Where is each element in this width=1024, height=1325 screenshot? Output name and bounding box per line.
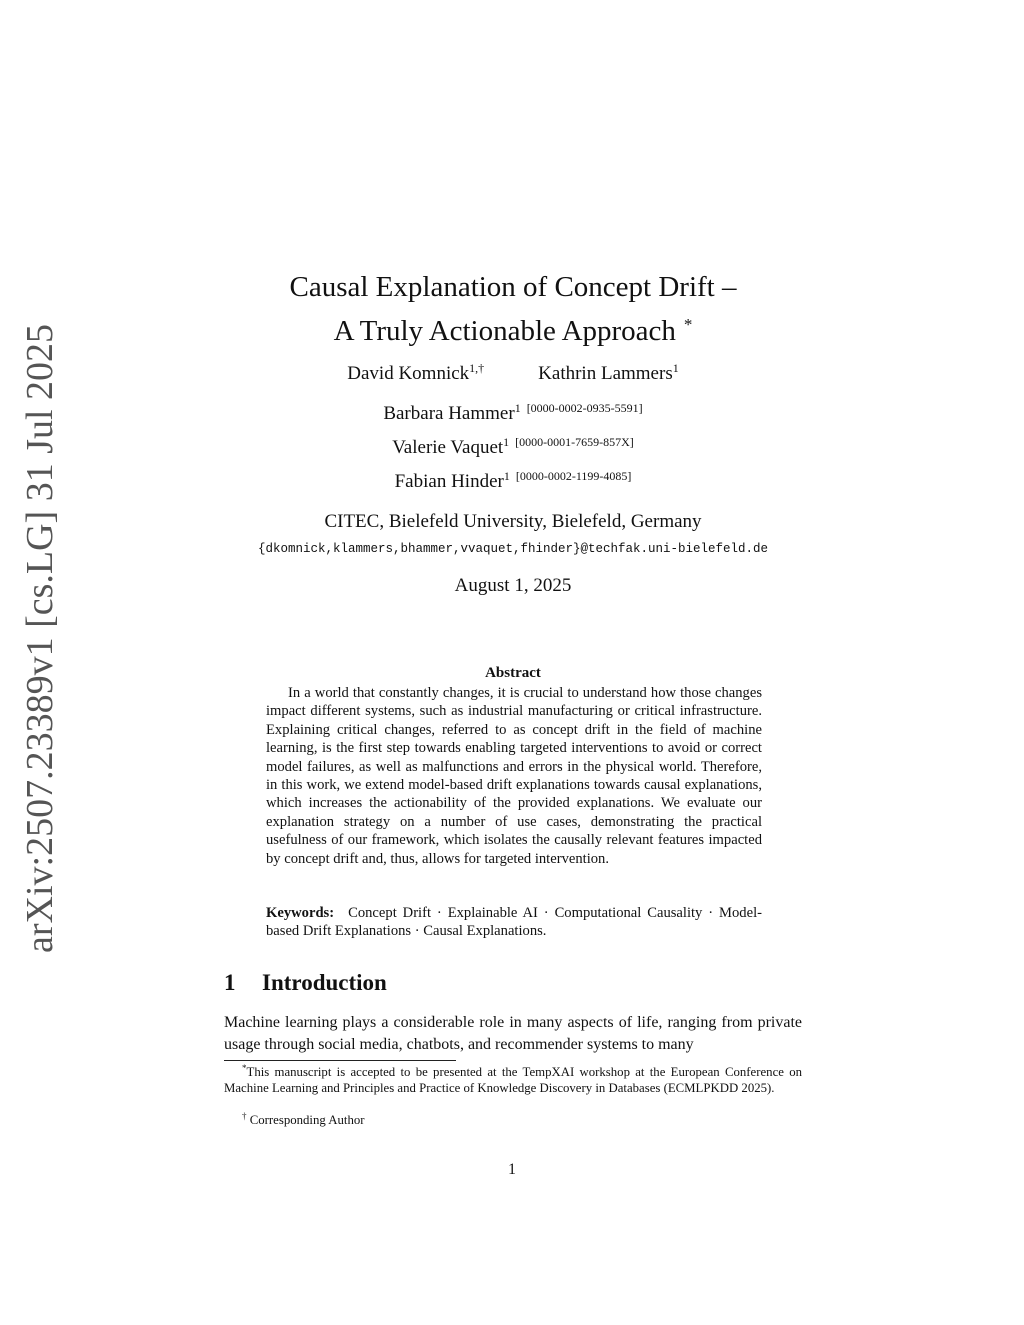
author-orcid: [0000-0002-1199-4085]	[515, 469, 632, 483]
footnote-rule	[224, 1060, 456, 1061]
author-affiliation-mark: 1	[503, 469, 510, 483]
footnote-2	[224, 1112, 802, 1128]
author-affiliation-mark: 1	[672, 361, 679, 375]
author-name: Kathrin Lammers	[538, 363, 673, 384]
author-name: David Komnick	[347, 363, 470, 384]
affiliation: CITEC, Bielefeld University, Bielefeld, Germany	[324, 511, 702, 532]
author-name: Fabian Hinder	[394, 471, 504, 492]
title-line-2-text: A Truly Actionable Approach	[333, 315, 676, 347]
section-number: 1	[224, 970, 236, 995]
footnote-2-mark: †	[242, 1111, 247, 1121]
footnote-1-mark: *	[242, 1063, 247, 1073]
keywords	[266, 904, 762, 941]
section-title: Introduction	[262, 970, 387, 995]
title-line-1: Causal Explanation of Concept Drift –	[289, 271, 737, 303]
author-row-3	[200, 430, 826, 460]
author-affiliation-mark: 1	[514, 401, 521, 415]
abstract-text: In a world that constantly changes, it is crucial to understand how those changes impact different systems, such as industrial manufacturing or critical infrastructure. Explaining critical changes, referred to as concept drift in the field of machine learning, is the first step towards enabling targeted interventions to avoid or correct model failures, as well as malfunctions and errors in the physical world. Therefore, in this work, we extend model-based drift explanations towards causal explanations, which increases the actionability of the provided explanations. We evaluate our explanation strategy on a number of use cases, demonstrating the practical usefulness of our framework, which isolates the causally relevant features impacted by concept drift and, thus, allows for targeted intervention.	[266, 685, 762, 867]
author-row-4	[200, 464, 826, 494]
author-affiliation-mark: 1,†	[469, 361, 485, 375]
author-orcid: [0000-0002-0935-5591]	[526, 401, 643, 415]
title-footnote-mark: *	[683, 315, 693, 334]
author-orcid: [0000-0001-7659-857X]	[515, 435, 634, 449]
introduction-text: Machine learning plays a considerable role in many aspects of life, ranging from private usage through social media, chatbots, and recommender systems to many	[224, 1014, 802, 1053]
abstract-heading: Abstract	[485, 665, 541, 681]
publication-date: August 1, 2025	[454, 575, 572, 596]
author-row-2	[200, 396, 826, 426]
keywords-text: Concept Drift · Explainable AI · Computational Causality · Model-based Drift Explanations · Causal Explanations.	[266, 905, 762, 940]
section-heading	[224, 968, 802, 998]
page-number: 1	[508, 1161, 516, 1178]
title-line-2	[224, 306, 802, 350]
author-emails[interactable]: {dkomnick,klammers,bhammer,vvaquet,fhinder}@techfak.uni-bielefeld.de	[257, 542, 769, 556]
author-row-1	[200, 362, 826, 386]
author-affiliation-mark: 1	[503, 435, 510, 449]
footnote-1	[224, 1064, 802, 1097]
paper-title	[224, 268, 802, 350]
keywords-label: Keywords:	[266, 905, 335, 921]
author-name: Valerie Vaquet	[392, 437, 504, 458]
footnote-1-text: This manuscript is accepted to be presented at the TempXAI workshop at the European Conference on Machine Learning and Principles and Practice of Knowledge Discovery in Databases (ECMLPKDD 2025).	[224, 1065, 802, 1096]
footnote-2-text: Corresponding Author	[249, 1113, 365, 1127]
arxiv-side-stamp	[0, 323, 80, 953]
arxiv-identifier: arXiv:2507.23389v1 [cs.LG] 31 Jul 2025	[19, 323, 61, 953]
author-name: Barbara Hammer	[383, 403, 515, 424]
